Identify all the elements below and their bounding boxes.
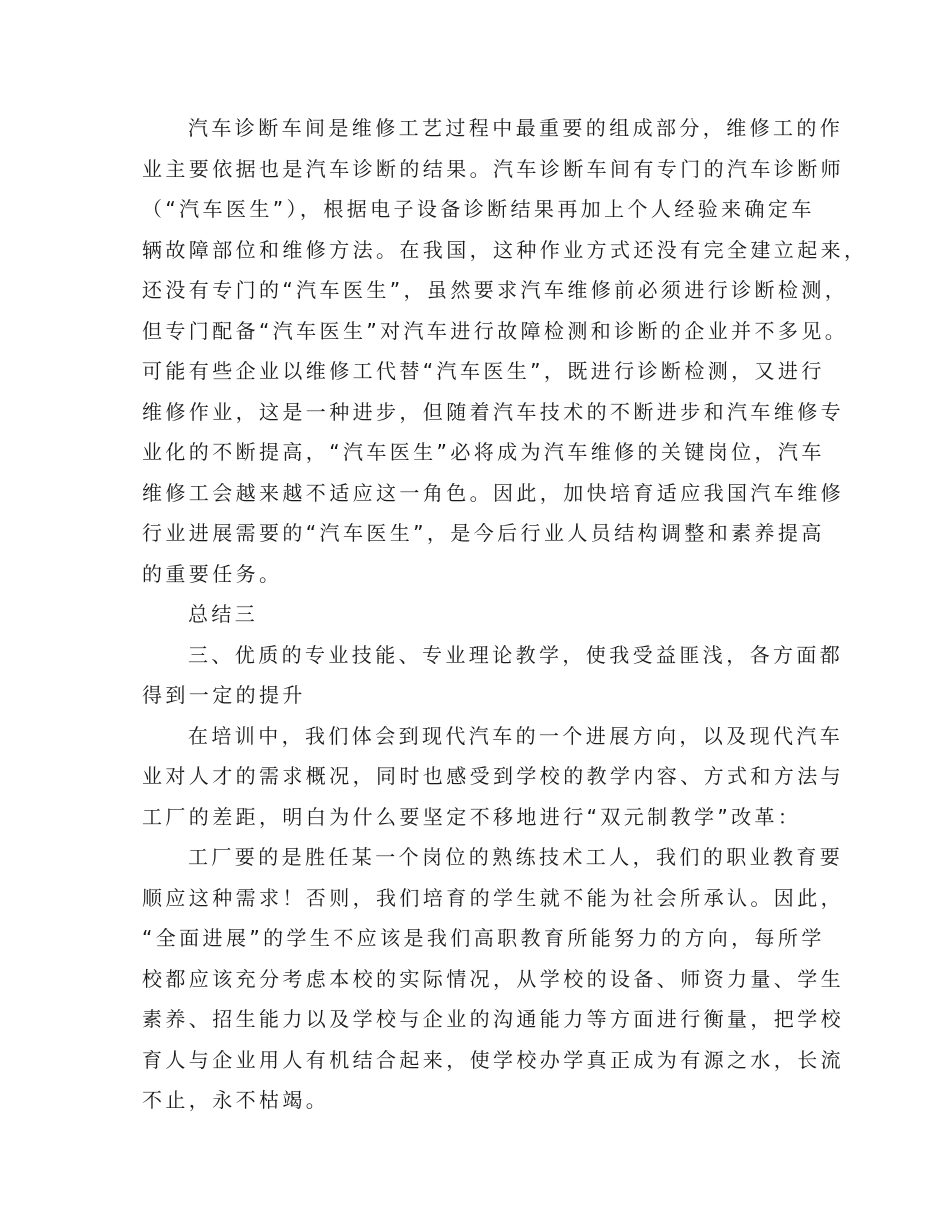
paragraph-line: 顺应这种需求！否则，我们培育的学生就不能为社会所承认。因此， <box>142 885 844 910</box>
paragraph-line: 三、优质的专业技能、专业理论教学，使我受益匪浅，各方面都 <box>188 642 844 667</box>
paragraph-line: 工厂要的是胜任某一个岗位的熟练技术工人，我们的职业教育要 <box>188 845 844 869</box>
paragraph-line: 维修工会越来越不适应这一角色。因此，加快培育适应我国汽车维修 <box>142 480 844 505</box>
paragraph-line: 业主要依据也是汽车诊断的结果。汽车诊断车间有专门的汽车诊断师 <box>142 156 844 181</box>
paragraph-line: 辆故障部位和维修方法。在我国，这种作业方式还没有完全建立起来， <box>142 237 868 262</box>
paragraph-line: 还没有专门的“汽车医生”，虽然要求汽车维修前必须进行诊断检测， <box>142 278 849 302</box>
paragraph-line: 校都应该充分考虑本校的实际情况，从学校的设备、师资力量、学生 <box>142 966 844 991</box>
paragraph-line: 的重要任务。 <box>142 561 283 586</box>
paragraph-line: 素养、招生能力以及学校与企业的沟通能力等方面进行衡量，把学校 <box>142 1007 844 1031</box>
paragraph-line: 不止，永不枯竭。 <box>142 1088 330 1112</box>
document-body <box>142 108 868 1121</box>
paragraph-line: 可能有些企业以维修工代替“汽车医生”，既进行诊断检测，又进行 <box>142 359 825 383</box>
paragraph-line: 行业进展需要的“汽车医生”，是今后行业人员结构调整和素养提高 <box>142 521 825 545</box>
paragraph-line: 业化的不断提高，“汽车医生”必将成为汽车维修的关键岗位，汽车 <box>142 440 825 464</box>
paragraph-line: 维修作业，这是一种进步，但随着汽车技术的不断进步和汽车维修专 <box>142 399 844 424</box>
paragraph-line: 在培训中，我们体会到现代汽车的一个进展方向，以及现代汽车 <box>188 723 844 748</box>
paragraph-line: 育人与企业用人有机结合起来，使学校办学真正成为有源之水，长流 <box>142 1047 844 1072</box>
section-heading: 总结三 <box>188 602 259 626</box>
paragraph-line: 工厂的差距，明白为什么要坚定不移地进行“双元制教学”改革： <box>142 804 802 829</box>
paragraph-line: 业对人才的需求概况，同时也感受到学校的教学内容、方式和方法与 <box>142 764 844 788</box>
paragraph-line: 汽车诊断车间是维修工艺过程中最重要的组成部分，维修工的作 <box>188 116 844 140</box>
paragraph-line: 得到一定的提升 <box>142 683 306 707</box>
paragraph-line: （“汽车医生”），根据电子设备诊断结果再加上个人经验来确定车 <box>142 197 815 221</box>
paragraph-line: “全面进展”的学生不应该是我们高职教育所能努力的方向，每所学 <box>142 926 825 950</box>
paragraph-line: 但专门配备“汽车医生”对汽车进行故障检测和诊断的企业并不多见。 <box>142 318 849 343</box>
